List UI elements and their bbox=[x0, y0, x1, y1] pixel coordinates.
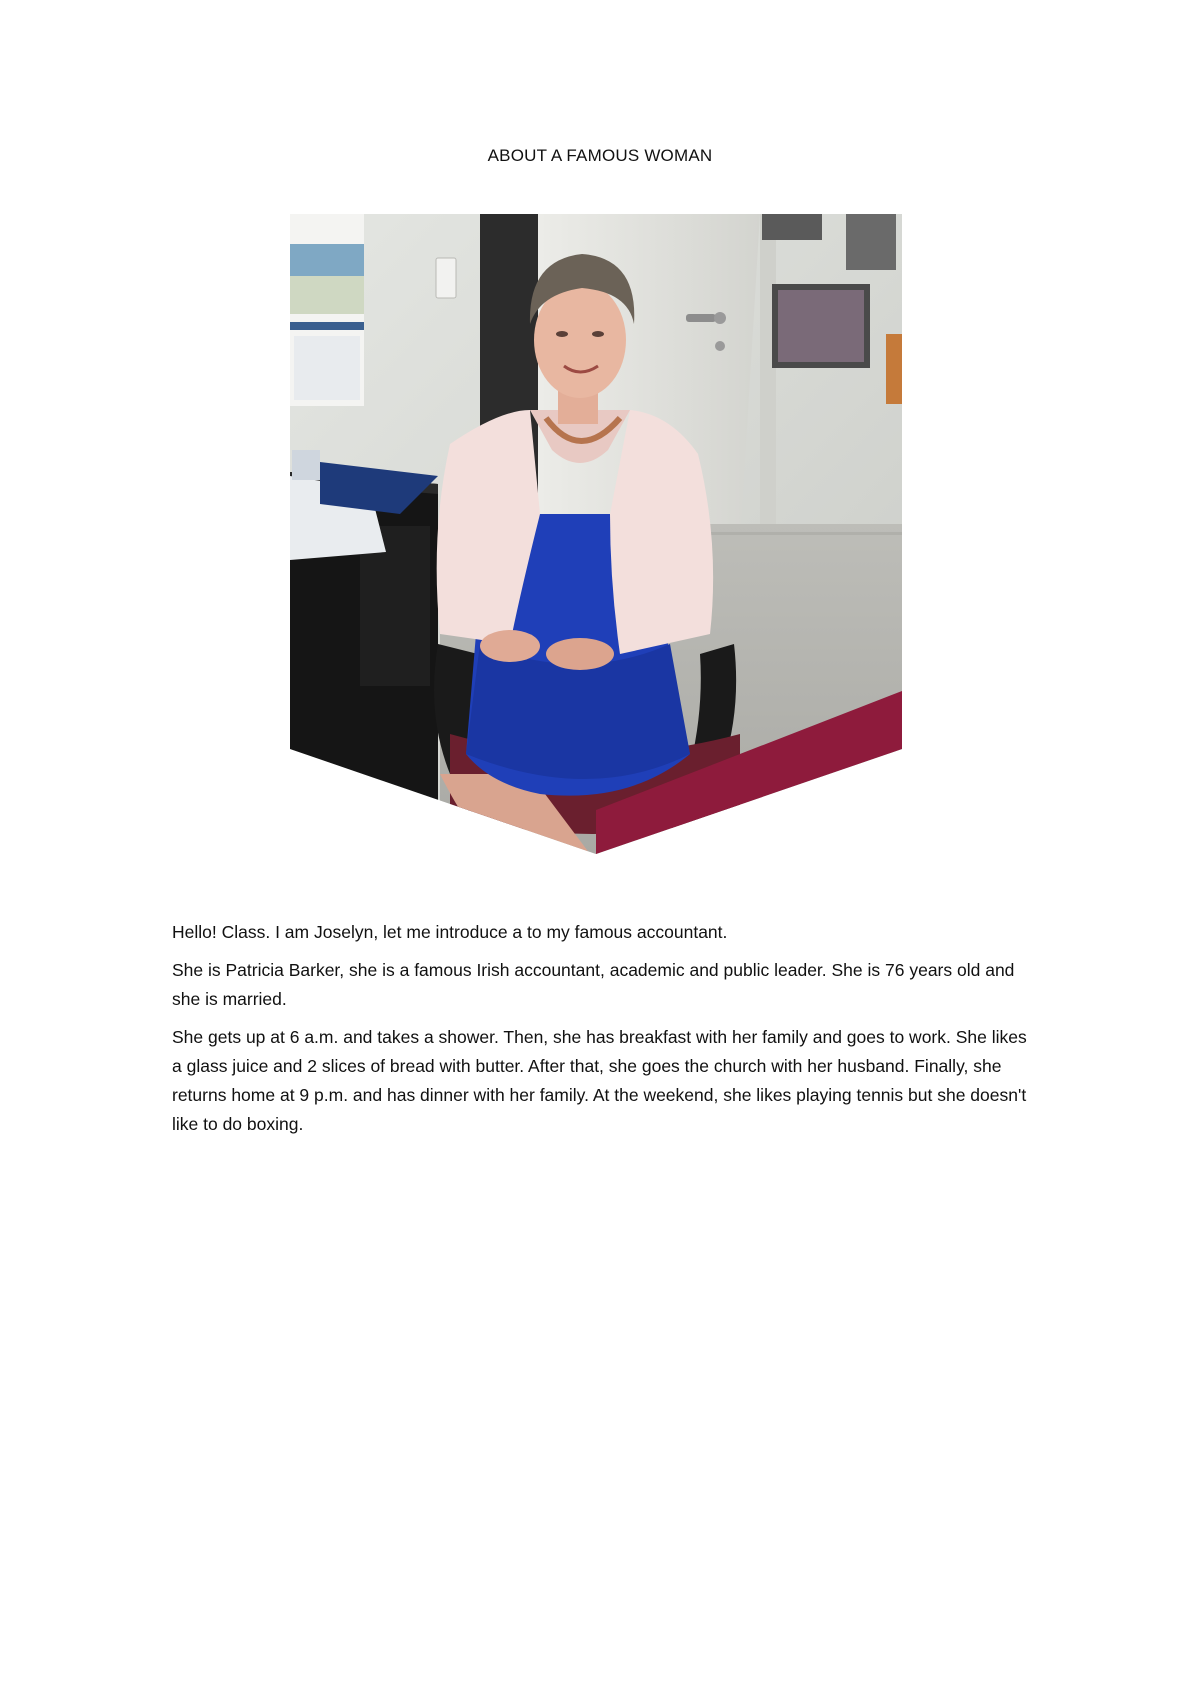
page-title: ABOUT A FAMOUS WOMAN bbox=[487, 146, 713, 165]
desk bbox=[290, 450, 438, 854]
paragraph-intro: Hello! Class. I am Joselyn, let me introduce a to my famous accountant. bbox=[172, 922, 728, 942]
calendar bbox=[290, 214, 364, 406]
paragraph-routine: She gets up at 6 a.m. and takes a shower. Then, she has breakfast with her family and goes to work. She likes a glass juice and 2 slices of bread with butter. After that, she goes the church with her husband. Finally, she returns home at 9 p.m. and has dinner with her family. At the weekend, she likes playing tennis but she doesn't like to do boxing. bbox=[172, 1027, 1027, 1134]
article-body bbox=[172, 918, 1032, 1148]
portrait-photo bbox=[290, 214, 902, 854]
paragraph-bio: She is Patricia Barker, she is a famous Irish accountant, academic and public leader. She is 76 years old and she is married. bbox=[172, 960, 1015, 1009]
